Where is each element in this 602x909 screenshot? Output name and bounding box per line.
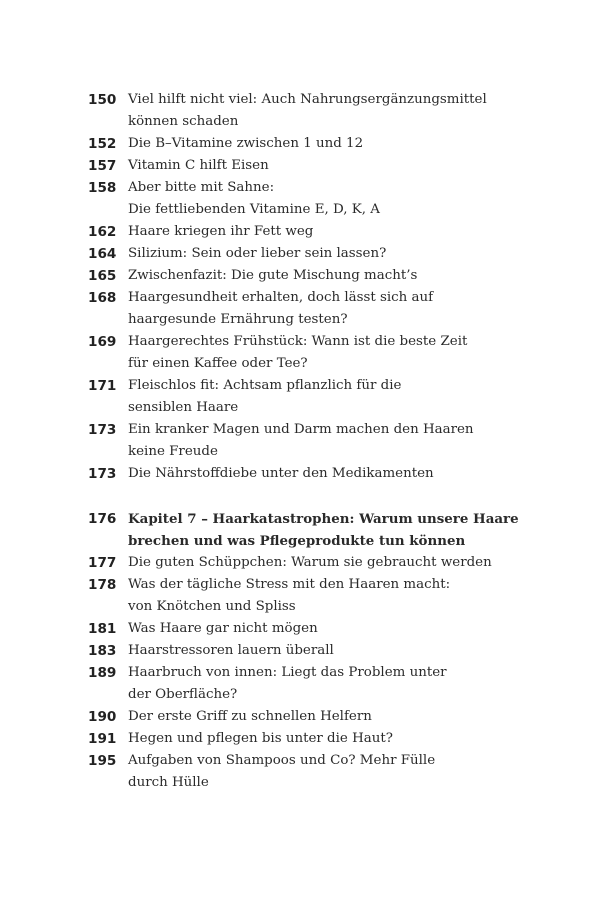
entry-title: [128, 331, 528, 375]
page-number: 191: [88, 731, 117, 747]
page-number: 181: [88, 621, 117, 637]
entry-title-line: Haarstressoren lauern überall: [128, 643, 334, 658]
entry-title-line: Haargerechtes Frühstück: Wann ist die beste Zeit: [128, 334, 468, 349]
entry-title-line: von Knötchen und Spliss: [128, 599, 296, 614]
toc-entry: [88, 133, 528, 155]
entry-title-line: der Oberfläche?: [128, 687, 238, 702]
page-number: 150: [88, 92, 117, 108]
entry-title-line: Aufgaben von Shampoos und Co? Mehr Fülle: [128, 753, 436, 768]
entry-title-line: Kapitel 7 – Haarkatastrophen: Warum unsere Haare: [128, 511, 519, 527]
toc-entry: [88, 331, 528, 375]
entry-title: [128, 618, 528, 640]
entry-title: [128, 155, 528, 177]
page-number: 173: [88, 466, 117, 482]
page-number: 158: [88, 180, 117, 196]
entry-title: [128, 508, 528, 552]
toc-entry: [88, 243, 528, 265]
entry-title-line: durch Hülle: [128, 775, 209, 790]
toc-entry: [88, 155, 528, 177]
entry-title: [128, 89, 528, 133]
toc-entry: [88, 662, 528, 706]
entry-title-line: Aber bitte mit Sahne:: [128, 180, 275, 195]
entry-title-line: Was der tägliche Stress mit den Haaren macht:: [128, 577, 451, 592]
toc-entry: [88, 221, 528, 243]
toc-entry: [88, 463, 528, 485]
entry-title-line: Die guten Schüppchen: Warum sie gebraucht werden: [128, 555, 492, 570]
entry-title-line: Die B–Vitamine zwischen 1 und 12: [128, 136, 364, 151]
page-number: 190: [88, 709, 117, 725]
toc-entry: [88, 574, 528, 618]
page-number: 157: [88, 158, 117, 174]
table-of-contents: [88, 89, 528, 794]
toc-entry: [88, 750, 528, 794]
entry-title: [128, 287, 528, 331]
entry-title: [128, 662, 528, 706]
entry-title-line: Die Nährstoffdiebe unter den Medikamenten: [128, 466, 434, 481]
entry-title-line: Haarbruch von innen: Liegt das Problem unter: [128, 665, 447, 680]
toc-entry: [88, 706, 528, 728]
toc-entry: [88, 265, 528, 287]
page-number: 169: [88, 334, 117, 350]
entry-title-line: Haare kriegen ihr Fett weg: [128, 224, 314, 239]
page-number: 177: [88, 555, 117, 571]
entry-title-line: Fleischlos fit: Achtsam pflanzlich für die: [128, 378, 402, 393]
page-number: 176: [88, 511, 117, 527]
page-number: 195: [88, 753, 117, 769]
toc-entry: [88, 419, 528, 463]
toc-entry: [88, 177, 528, 221]
entry-title: [128, 419, 528, 463]
toc-section: [88, 89, 528, 485]
entry-title-line: für einen Kaffee oder Tee?: [128, 356, 308, 371]
toc-entry: [88, 287, 528, 331]
page-number: 173: [88, 422, 117, 438]
entry-title: [128, 133, 528, 155]
entry-title: [128, 750, 528, 794]
page-number: 164: [88, 246, 117, 262]
entry-title: [128, 706, 528, 728]
entry-title-line: Der erste Griff zu schnellen Helfern: [128, 709, 372, 724]
toc-entry: [88, 552, 528, 574]
page-number: 152: [88, 136, 117, 152]
toc-chapter-heading: [88, 508, 528, 552]
entry-title: [128, 265, 528, 287]
page-number: 178: [88, 577, 117, 593]
entry-title-line: Vitamin C hilft Eisen: [128, 158, 269, 173]
toc-entry: [88, 728, 528, 750]
entry-title: [128, 375, 528, 419]
entry-title-line: können schaden: [128, 114, 239, 129]
entry-title-line: sensiblen Haare: [128, 400, 239, 415]
page-number: 189: [88, 665, 117, 681]
toc-entry: [88, 375, 528, 419]
entry-title-line: Die fettliebenden Vitamine E, D, K, A: [128, 202, 380, 217]
page-number: 183: [88, 643, 117, 659]
page-number: 171: [88, 378, 117, 394]
entry-title-line: Hegen und pflegen bis unter die Haut?: [128, 731, 393, 746]
toc-section: [88, 508, 528, 794]
entry-title-line: brechen und was Pflegeprodukte tun können: [128, 533, 466, 549]
entry-title-line: Zwischenfazit: Die gute Mischung macht’s: [128, 268, 418, 283]
entry-title: [128, 177, 528, 221]
entry-title: [128, 574, 528, 618]
entry-title-line: keine Freude: [128, 444, 218, 459]
entry-title: [128, 640, 528, 662]
entry-title: [128, 552, 528, 574]
entry-title-line: Ein kranker Magen und Darm machen den Haaren: [128, 422, 474, 437]
toc-entry: [88, 89, 528, 133]
entry-title-line: Silizium: Sein oder lieber sein lassen?: [128, 246, 387, 261]
entry-title-line: Haargesundheit erhalten, doch lässt sich auf: [128, 290, 434, 305]
entry-title-line: haargesunde Ernährung testen?: [128, 312, 348, 327]
page-number: 168: [88, 290, 117, 306]
entry-title-line: Was Haare gar nicht mögen: [128, 621, 318, 636]
entry-title: [128, 463, 528, 485]
toc-entry: [88, 618, 528, 640]
page-number: 165: [88, 268, 117, 284]
page-number: 162: [88, 224, 117, 240]
entry-title: [128, 728, 528, 750]
entry-title-line: Viel hilft nicht viel: Auch Nahrungsergänzungsmittel: [128, 92, 487, 107]
toc-entry: [88, 640, 528, 662]
entry-title: [128, 221, 528, 243]
entry-title: [128, 243, 528, 265]
